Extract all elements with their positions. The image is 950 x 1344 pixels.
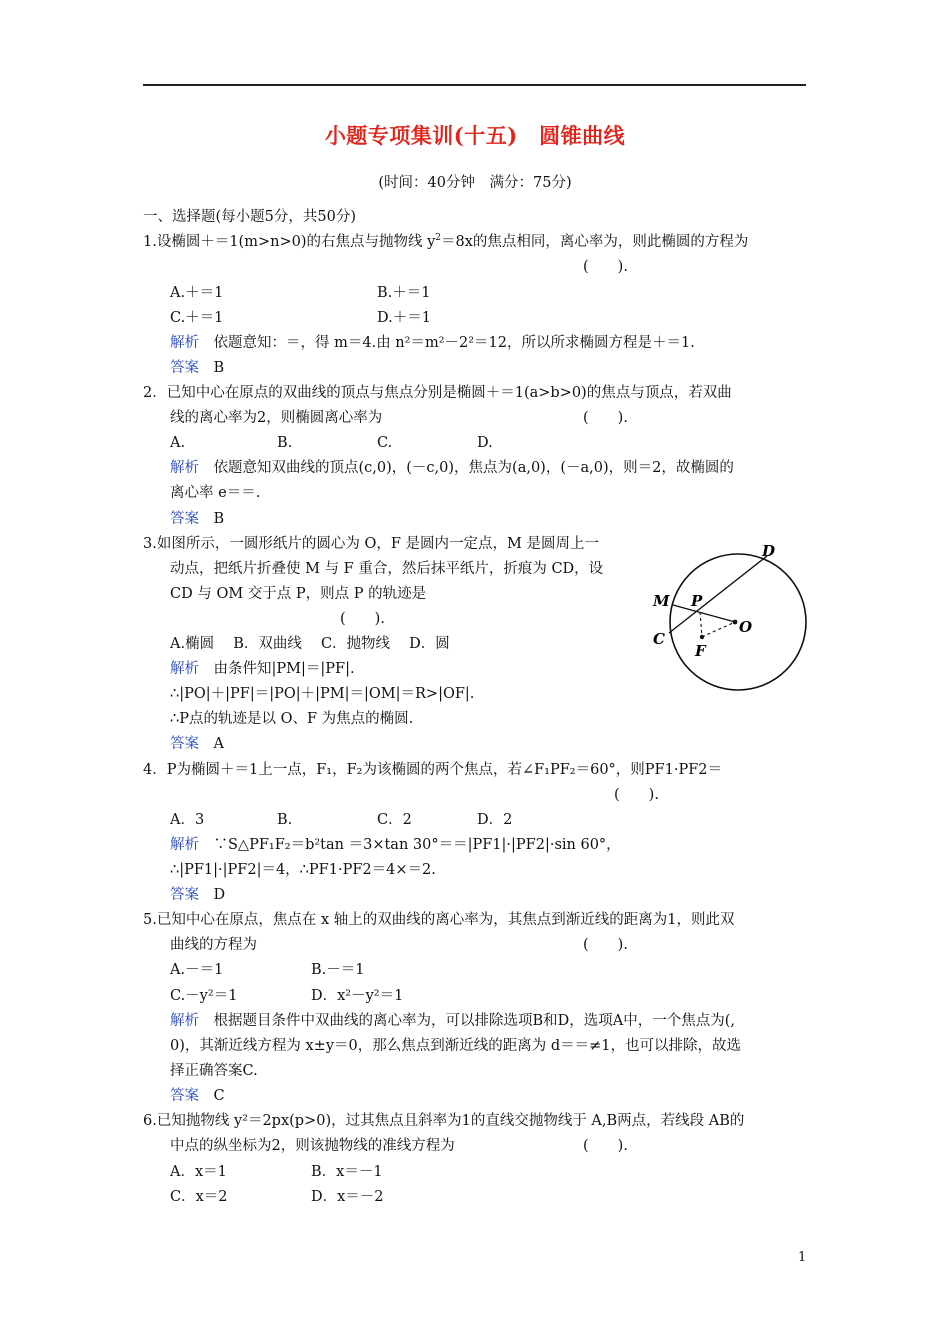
q5-blank: ( ). — [583, 937, 628, 953]
q4-answer: 答案 D — [170, 887, 226, 903]
analysis-label: 解析 — [170, 837, 199, 853]
analysis-label: 解析 — [170, 335, 199, 351]
q6-option-a: A．x＝1 — [170, 1164, 227, 1180]
q2-option-d: D. — [477, 435, 493, 451]
q1-option-c: C.＋＝1 — [170, 310, 224, 326]
segment-fo — [702, 622, 735, 637]
label-f: F — [695, 642, 706, 660]
page-subtitle: (时间：40分钟 满分：75分) — [378, 175, 572, 191]
figure-circle — [670, 554, 806, 690]
q6-option-d: D．x＝－2 — [311, 1189, 384, 1205]
analysis-label: 解析 — [170, 1013, 199, 1029]
answer-label: 答案 — [170, 736, 199, 752]
q6-option-c: C．x＝2 — [170, 1189, 228, 1205]
q2-analysis-line1: 解析 依题意知双曲线的顶点(c,0)，(－c,0)，焦点为(a,0)，(－a,0)，则＝2，故椭圆的 — [170, 460, 734, 476]
q2-option-c: C. — [377, 435, 393, 451]
circle-figure — [640, 538, 820, 698]
q3-line1: 3.如图所示，一圆形纸片的圆心为 O，F 是圆内一定点，M 是圆周上一 — [143, 536, 599, 552]
q3-line3: CD 与 OM 交于点 P，则点 P 的轨迹是 — [170, 586, 427, 602]
q1-option-a: A.＋＝1 — [170, 285, 224, 301]
q3-options: A.椭圆 B．双曲线 C．抛物线 D．圆 — [170, 636, 450, 652]
q5-option-a: A.－＝1 — [170, 962, 224, 978]
analysis-label: 解析 — [170, 661, 199, 677]
q5-answer: 答案 C — [170, 1088, 225, 1104]
q3-step2: ∴P点的轨迹是以 O、F 为焦点的椭圆. — [170, 711, 414, 727]
q5-line1: 5.已知中心在原点，焦点在 x 轴上的双曲线的离心率为，其焦点到渐近线的距离为1，则此双 — [143, 912, 735, 928]
q3-answer: 答案 A — [170, 736, 224, 752]
q3-blank: ( ). — [340, 611, 385, 627]
q6-blank: ( ). — [583, 1138, 628, 1154]
q3-analysis: 解析 由条件知|PM|＝|PF|. — [170, 661, 355, 677]
q2-option-a: A. — [170, 435, 186, 451]
label-d: D — [762, 542, 776, 560]
q4-option-c: C．2 — [377, 812, 412, 828]
q2-blank: ( ). — [583, 410, 628, 426]
q2-line1: 2．已知中心在原点的双曲线的顶点与焦点分别是椭圆＋＝1(a>b>0)的焦点与顶点，若双曲 — [143, 385, 732, 401]
label-c: C — [653, 630, 665, 648]
analysis-label: 解析 — [170, 460, 199, 476]
q1-answer: 答案 B — [170, 360, 225, 376]
q2-line2: 线的离心率为2，则椭圆离心率为 — [170, 410, 383, 426]
q4-line1: 4．P为椭圆＋＝1上一点，F₁，F₂为该椭圆的两个焦点，若∠F₁PF₂＝60°，则PF1·PF2＝ — [143, 762, 722, 778]
point-o — [733, 620, 738, 625]
q5-option-b: B.－＝1 — [311, 962, 365, 978]
segment-om — [673, 605, 735, 622]
q6-line1: 6.已知抛物线 y²＝2px(p>0)，过其焦点且斜率为1的直线交抛物线于 A,B两点，若线段 AB的 — [143, 1113, 745, 1129]
q2-analysis-line2: 离心率 e＝＝. — [170, 485, 261, 501]
section-heading: 一、选择题(每小题5分，共50分) — [143, 209, 356, 225]
label-p: P — [691, 592, 703, 610]
fold-line-cd — [669, 556, 767, 633]
answer-label: 答案 — [170, 360, 199, 376]
header-rule — [143, 84, 806, 86]
q5-option-d: D．x²－y²＝1 — [311, 988, 404, 1004]
q1-blank: ( ). — [583, 259, 628, 275]
q3-line2: 动点，把纸片折叠使 M 与 F 重合，然后抹平纸片，折痕为 CD，设 — [170, 561, 604, 577]
q5-option-c: C.－y²＝1 — [170, 988, 238, 1004]
q6-option-b: B．x＝－1 — [311, 1164, 383, 1180]
q4-option-b: B. — [277, 812, 293, 828]
segment-pf — [700, 612, 702, 637]
q1-stem: 1.设椭圆＋＝1(m>n>0)的右焦点与抛物线 $y^2=8x$的焦点相同，离心率为，则此椭圆的方程为 — [143, 233, 749, 250]
q5-line2: 曲线的方程为 — [170, 937, 257, 953]
q4-option-a: A．3 — [170, 812, 205, 828]
q2-answer: 答案 B — [170, 511, 225, 527]
q6-line2: 中点的纵坐标为2，则该抛物线的准线方程为 — [170, 1138, 455, 1154]
answer-label: 答案 — [170, 887, 199, 903]
q5-analysis-line2: 0)，其渐近线方程为 x±y＝0，那么焦点到渐近线的距离为 d＝＝≠1，也可以排除，故选 — [170, 1038, 741, 1054]
q1-analysis: 解析 依题意知：＝，得 m＝4.由 n²＝m²－2²＝12，所以所求椭圆方程是＋＝1. — [170, 335, 695, 351]
q1-option-d: D.＋＝1 — [377, 310, 431, 326]
q4-option-d: D．2 — [477, 812, 513, 828]
label-m: M — [653, 592, 670, 610]
q5-analysis-line3: 择正确答案C. — [170, 1063, 258, 1079]
page-number: 1 — [798, 1250, 807, 1265]
q1-option-b: B.＋＝1 — [377, 285, 431, 301]
q4-analysis: 解析 ∵S△PF₁F₂＝b²tan ＝3×tan 30°＝＝|PF1|·|PF2|·sin 60°， — [170, 837, 621, 853]
q4-step1: ∴|PF1|·|PF2|＝4，∴PF1·PF2＝4×＝2. — [170, 862, 436, 878]
q4-blank: ( ). — [614, 787, 659, 803]
answer-label: 答案 — [170, 511, 199, 527]
q3-step1: ∴|PO|＋|PF|＝|PO|＋|PM|＝|OM|＝R>|OF|. — [170, 686, 475, 702]
page-title: 小题专项集训(十五) 圆锥曲线 — [324, 123, 626, 148]
answer-label: 答案 — [170, 1088, 199, 1104]
label-o: O — [739, 618, 753, 636]
point-f — [700, 635, 704, 639]
q2-option-b: B. — [277, 435, 293, 451]
q5-analysis-line1: 解析 根据题目条件中双曲线的离心率为，可以排除选项B和D，选项A中，一个焦点为(, — [170, 1013, 736, 1029]
